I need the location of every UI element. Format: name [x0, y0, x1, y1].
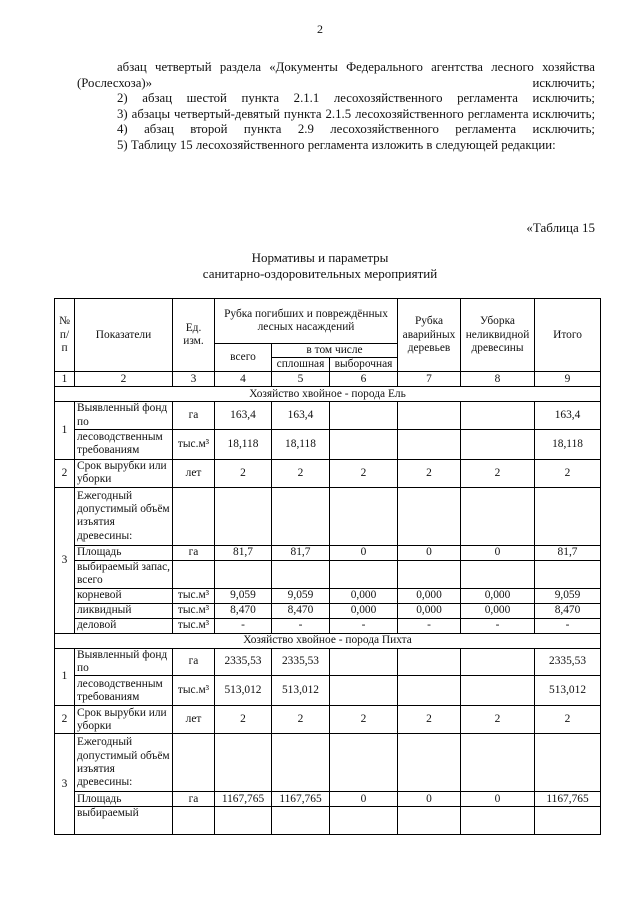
- cell: 2: [535, 706, 601, 734]
- section-title: Хозяйство хвойное - порода Пихта: [55, 633, 601, 648]
- cell: 0,000: [330, 603, 398, 618]
- cell: [461, 429, 535, 459]
- cell: 2: [398, 459, 461, 487]
- header-total: Итого: [535, 299, 601, 372]
- col-num: 7: [398, 372, 461, 387]
- cell: 0,000: [330, 588, 398, 603]
- cell: 2: [272, 459, 330, 487]
- row-unit: тыс.м³: [173, 676, 215, 706]
- cell: [330, 402, 398, 429]
- cell: 2: [330, 706, 398, 734]
- cell: [398, 648, 461, 675]
- row-num: 3: [55, 734, 75, 835]
- cell: -: [330, 618, 398, 633]
- paragraph: 3) абзацы четвертый-девятый пункта 2.1.5 лесохозяйственного регламента исключить;: [117, 106, 595, 121]
- cell: [398, 676, 461, 706]
- norms-table: [54, 298, 601, 835]
- col-num: 6: [330, 372, 398, 387]
- table-title: [0, 250, 640, 282]
- row-label: корневой: [75, 588, 173, 603]
- row-label: Выявленный фонд по: [75, 402, 173, 429]
- header-unit: Ед. изм.: [173, 299, 215, 372]
- row-num: 3: [55, 487, 75, 633]
- cell: 0: [330, 792, 398, 807]
- header-including: в том числе: [272, 344, 398, 358]
- cell: 81,7: [215, 545, 272, 560]
- cell: 8,470: [535, 603, 601, 618]
- paragraph: абзац четвертый раздела «Документы Федерального агентства лесного хозяйства (Рослесхоза)» исключить;: [77, 60, 595, 90]
- header-num: № п/п: [55, 299, 75, 372]
- cell: 9,059: [215, 588, 272, 603]
- row-label: Срок вырубки или уборки: [75, 706, 173, 734]
- row-unit: тыс.м³: [173, 429, 215, 459]
- cell: [461, 676, 535, 706]
- cell: [330, 648, 398, 675]
- col-num: 8: [461, 372, 535, 387]
- cell: 0: [461, 545, 535, 560]
- col-num: 5: [272, 372, 330, 387]
- cell: 0,000: [398, 603, 461, 618]
- cell: 8,470: [272, 603, 330, 618]
- cell: 81,7: [535, 545, 601, 560]
- cell: 0: [398, 545, 461, 560]
- cell: [461, 402, 535, 429]
- row-label: Выявленный фонд по: [75, 648, 173, 675]
- col-num: 4: [215, 372, 272, 387]
- cell: 163,4: [215, 402, 272, 429]
- row-label: Ежегодный допустимый объём изъятия древесины:: [75, 487, 173, 545]
- row-label: выбираемый запас, всего: [75, 560, 173, 588]
- row-unit: тыс.м³: [173, 603, 215, 618]
- header-clear: сплошная: [272, 358, 330, 372]
- header-total-all: всего: [215, 344, 272, 372]
- cell: 0: [461, 792, 535, 807]
- cell: [398, 402, 461, 429]
- cell: 2: [330, 459, 398, 487]
- cell: -: [272, 618, 330, 633]
- row-num: 1: [55, 648, 75, 705]
- cell: 513,012: [535, 676, 601, 706]
- row-unit: тыс.м³: [173, 618, 215, 633]
- cell: 0,000: [398, 588, 461, 603]
- row-label: деловой: [75, 618, 173, 633]
- row-unit: га: [173, 648, 215, 675]
- row-unit: га: [173, 402, 215, 429]
- row-label: Срок вырубки или уборки: [75, 459, 173, 487]
- cell: 18,118: [272, 429, 330, 459]
- cell: 18,118: [535, 429, 601, 459]
- col-num: 3: [173, 372, 215, 387]
- header-emergency: Рубка аварийных деревьев: [398, 299, 461, 372]
- row-label: лесоводственным требованиям: [75, 429, 173, 459]
- row-label: лесоводственным требованиям: [75, 676, 173, 706]
- body-text: [77, 60, 595, 154]
- cell: 0,000: [461, 588, 535, 603]
- row-num: 2: [55, 706, 75, 734]
- cell: -: [461, 618, 535, 633]
- cell: 0: [330, 545, 398, 560]
- header-cleanup: Уборка неликвидной древесины: [461, 299, 535, 372]
- cell: 9,059: [272, 588, 330, 603]
- row-unit: га: [173, 792, 215, 807]
- row-unit: лет: [173, 706, 215, 734]
- row-unit: га: [173, 545, 215, 560]
- cell: 513,012: [215, 676, 272, 706]
- cell: [330, 429, 398, 459]
- header-selective: выборочная: [330, 358, 398, 372]
- cell: 1167,765: [535, 792, 601, 807]
- row-unit: тыс.м³: [173, 588, 215, 603]
- cell: 2: [215, 706, 272, 734]
- cell: 2: [461, 706, 535, 734]
- cell: 18,118: [215, 429, 272, 459]
- header-indicator: Показатели: [75, 299, 173, 372]
- cell: 8,470: [215, 603, 272, 618]
- cell: 2: [398, 706, 461, 734]
- cell: 0: [398, 792, 461, 807]
- row-num: 2: [55, 459, 75, 487]
- cell: 0,000: [461, 603, 535, 618]
- cell: 2335,53: [535, 648, 601, 675]
- table-title-line: санитарно-оздоровительных мероприятий: [202, 266, 438, 281]
- row-unit: лет: [173, 459, 215, 487]
- cell: 163,4: [272, 402, 330, 429]
- cell: [461, 648, 535, 675]
- cell: -: [535, 618, 601, 633]
- cell: 2: [272, 706, 330, 734]
- cell: 2335,53: [215, 648, 272, 675]
- col-num: 2: [75, 372, 173, 387]
- cell: 9,059: [535, 588, 601, 603]
- row-num: 1: [55, 402, 75, 459]
- col-num: 9: [535, 372, 601, 387]
- section-title: Хозяйство хвойное - порода Ель: [55, 387, 601, 402]
- paragraph: 5) Таблицу 15 лесохозяйственного регламента изложить в следующей редакции:: [117, 137, 556, 152]
- cell: 2: [535, 459, 601, 487]
- cell: [330, 676, 398, 706]
- table-reference: «Таблица 15: [526, 220, 595, 235]
- cell: 163,4: [535, 402, 601, 429]
- row-label: выбираемый: [75, 807, 173, 835]
- row-label: Ежегодный допустимый объём изъятия древесины:: [75, 734, 173, 792]
- cell: 1167,765: [215, 792, 272, 807]
- cell: 2: [215, 459, 272, 487]
- cell: [398, 429, 461, 459]
- cell: -: [398, 618, 461, 633]
- row-label: Площадь: [75, 792, 173, 807]
- row-label: Площадь: [75, 545, 173, 560]
- cell: 2335,53: [272, 648, 330, 675]
- cell: -: [215, 618, 272, 633]
- header-dead-cut: Рубка погибших и повреждённых лесных насаждений: [215, 299, 398, 344]
- cell: 1167,765: [272, 792, 330, 807]
- page-number: 2: [317, 22, 323, 36]
- table-container: [54, 298, 602, 850]
- cell: 81,7: [272, 545, 330, 560]
- col-num: 1: [55, 372, 75, 387]
- cell: 2: [461, 459, 535, 487]
- row-label: ликвидный: [75, 603, 173, 618]
- table-title-line: Нормативы и параметры: [251, 250, 389, 265]
- paragraph: 4) абзац второй пункта 2.9 лесохозяйственного регламента исключить;: [117, 122, 595, 137]
- cell: 513,012: [272, 676, 330, 706]
- paragraph: 2) абзац шестой пункта 2.1.1 лесохозяйственного регламента исключить;: [117, 91, 595, 106]
